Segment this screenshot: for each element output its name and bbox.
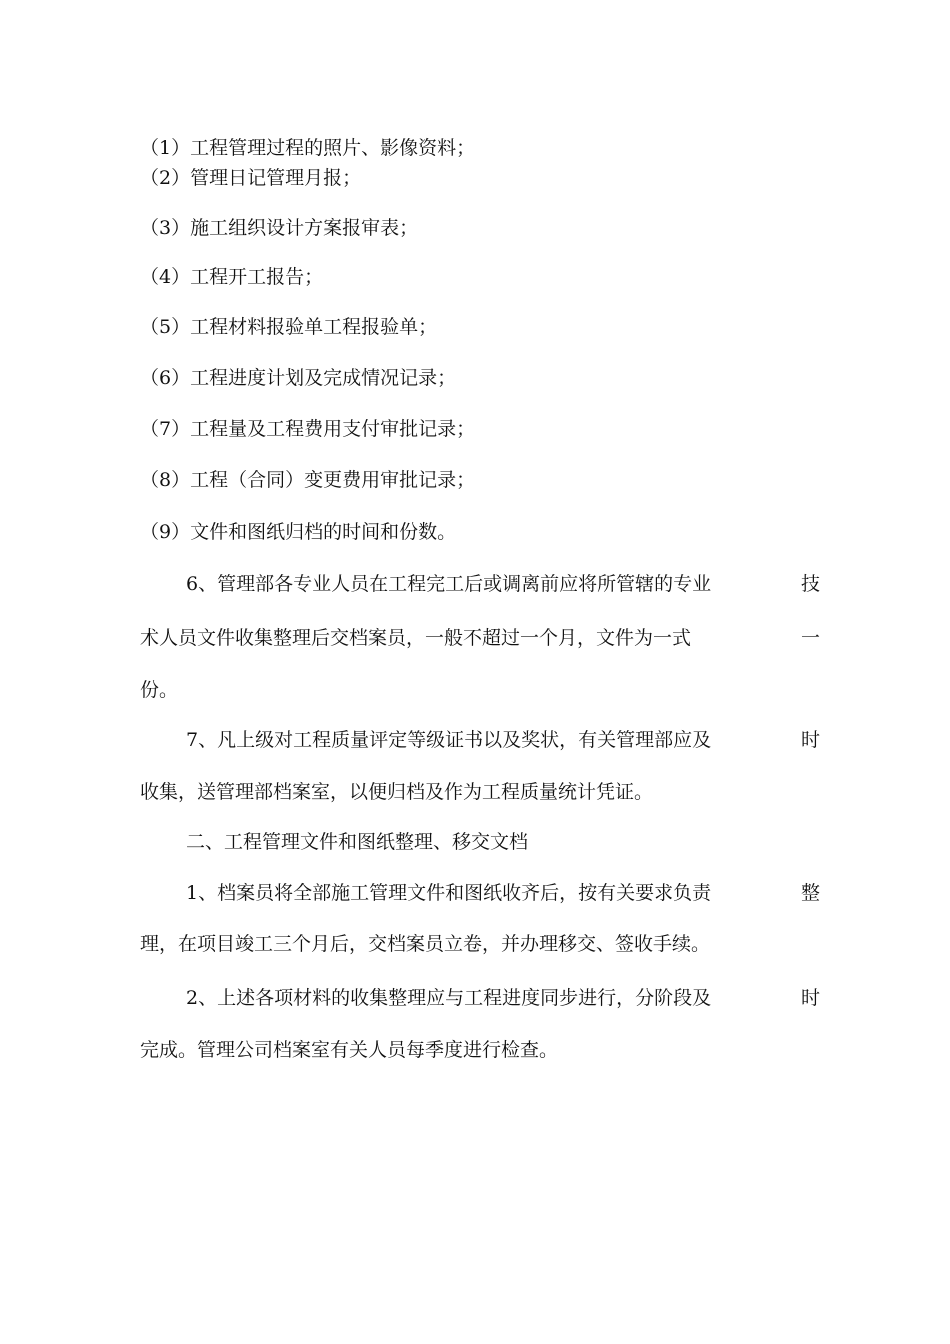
list-item-3: （3）施工组织设计方案报审表； [140,217,419,239]
list-item-8: （8）工程（合同）变更费用审批记录； [140,469,476,491]
list-item-7: （7）工程量及工程费用支付审批记录； [140,418,476,440]
list-item-4: （4）工程开工报告； [140,266,324,288]
paragraph-7-line-1-text: 7、凡上级对工程质量评定等级证书以及奖状，有关管理部应及 [186,729,712,751]
section-paragraph-2-line-1-text: 2、上述各项材料的收集整理应与工程进度同步进行，分阶段及 [186,987,712,1009]
paragraph-6-line-1-text: 6、管理部各专业人员在工程完工后或调离前应将所管辖的专业 [186,573,712,595]
list-item-6: （6）工程进度计划及完成情况记录； [140,367,457,389]
paragraph-6-line-2 [140,624,820,652]
paragraph-6-line-1 [186,570,820,598]
paragraph-6-line-2-tail: 一 [800,627,820,649]
list-item-1: （1）工程管理过程的照片、影像资料； [140,137,476,159]
section-paragraph-2-line-1 [186,984,820,1012]
paragraph-7-line-1 [186,726,820,754]
paragraph-6-line-3: 份。 [140,679,179,701]
section-heading: 二、工程管理文件和图纸整理、移交文档 [186,831,529,853]
section-paragraph-2-line-2: 完成。管理公司档案室有关人员每季度进行检查。 [140,1039,559,1061]
section-paragraph-1-line-2: 理，在项目竣工三个月后，交档案员立卷，并办理移交、签收手续。 [140,933,711,955]
paragraph-7-line-2: 收集，送管理部档案室，以便归档及作为工程质量统计凭证。 [140,781,654,803]
section-paragraph-2-line-1-tail: 时 [800,987,820,1009]
list-item-5: （5）工程材料报验单工程报验单； [140,316,438,338]
paragraph-6-line-1-tail: 技 [800,573,820,595]
section-paragraph-1-line-1-tail: 整 [800,882,820,904]
paragraph-7-line-1-tail: 时 [800,729,820,751]
paragraph-6-line-2-text: 术人员文件收集整理后交档案员，一般不超过一个月，文件为一式 [140,627,692,649]
list-item-9: （9）文件和图纸归档的时间和份数。 [140,521,457,543]
section-paragraph-1-line-1-text: 1、档案员将全部施工管理文件和图纸收齐后，按有关要求负责 [186,882,712,904]
section-paragraph-1-line-1 [186,879,820,907]
list-item-2: （2）管理日记管理月报； [140,167,362,189]
